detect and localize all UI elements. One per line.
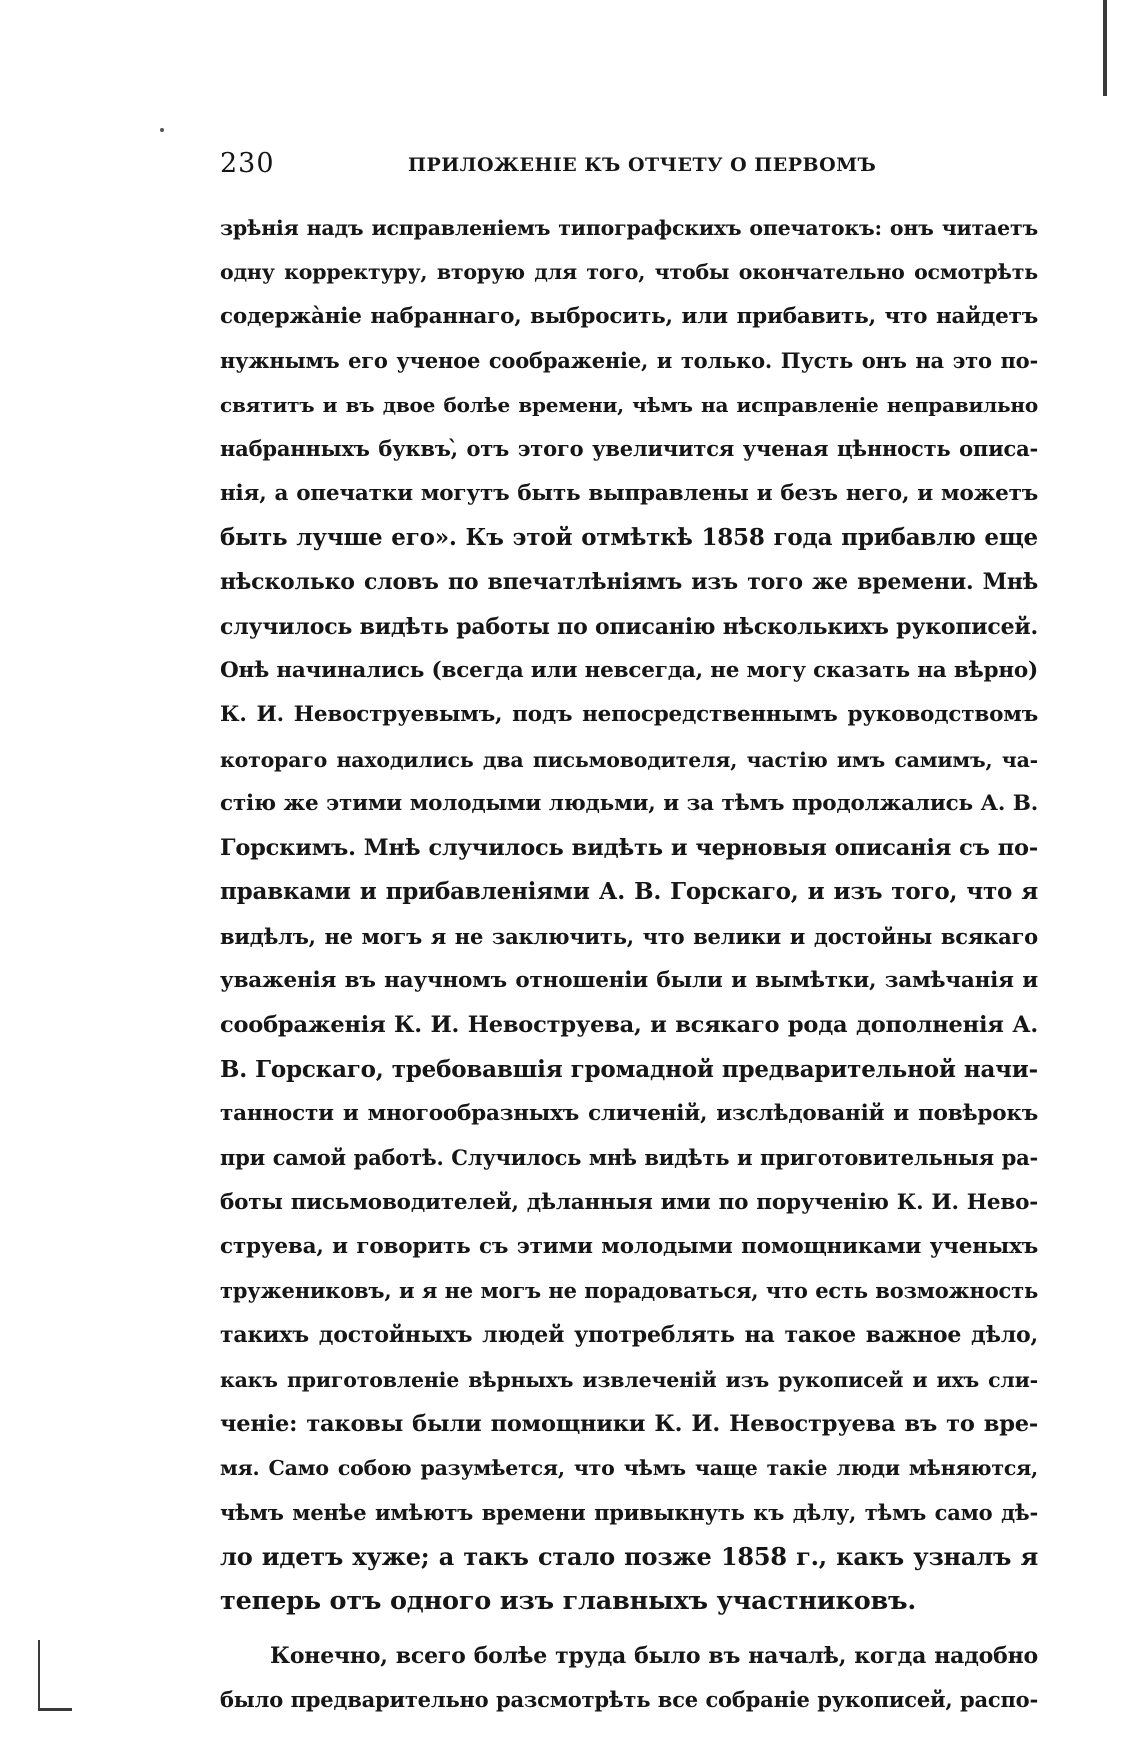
page-header xyxy=(220,148,1040,188)
text-line: зрѣнія надъ исправленіемъ типографскихъ опечатокъ: онъ читаетъ xyxy=(220,216,1038,240)
paragraph xyxy=(220,1634,1038,1723)
text-line: уваженія въ научномъ отношеніи были и вымѣтки, замѣчанія и xyxy=(220,968,1038,994)
text-line: одну корректуру, вторую для того, чтобы окончательно осмотрѣть xyxy=(220,260,1038,285)
page-edge-left xyxy=(38,1640,40,1710)
text-line: струева, и говорить съ этими молодыми помощниками ученыхъ xyxy=(220,1233,1038,1259)
text-line: К. И. Невоструевымъ, подъ непосредственнымъ руководствомъ xyxy=(220,702,1038,728)
text-line: нія, а опечатки могутъ быть выправлены и безъ него, и можетъ xyxy=(220,480,1038,506)
body-text xyxy=(220,206,1038,1722)
text-line: правками и прибавленіями А. В. Горскаго, и изъ того, что я xyxy=(220,878,1038,906)
page-number: 230 xyxy=(220,148,275,179)
text-line: боты письмоводителей, дѣланныя ими по порученію К. И. Нево- xyxy=(220,1189,1038,1215)
text-line: Конечно, всего болѣе труда было въ началѣ, когда надобно xyxy=(270,1642,1038,1669)
text-line: тружениковъ, и я не могъ не порадоваться, что есть возможность xyxy=(220,1278,1038,1304)
text-line: В. Горскаго, требовавшія громадной предварительной начи- xyxy=(220,1055,1038,1083)
ink-speck xyxy=(160,128,164,132)
text-line: какъ приготовленіе вѣрныхъ извлеченій изъ рукописей и ихъ сли- xyxy=(220,1367,1038,1392)
text-line: Горскимъ. Мнѣ случилось видѣть и черновыя описанія съ по- xyxy=(220,835,1038,862)
text-line: чѣмъ менѣе имѣютъ времени привыкнуть къ дѣлу, тѣмъ само дѣ- xyxy=(220,1499,1038,1525)
running-title: ПРИЛОЖЕНІЕ КЪ ОТЧЕТУ О ПЕРВОМЪ xyxy=(408,154,877,176)
paragraph-gap xyxy=(220,1624,1038,1634)
page-edge-left-foot xyxy=(38,1708,72,1711)
text-line: ченіе: таковы были помощники К. И. Невоструева въ то вре- xyxy=(220,1411,1038,1438)
text-line: котораго находились два письмоводителя, частію имъ самимъ, ча- xyxy=(220,747,1038,772)
text-line: при самой работѣ. Случилось мнѣ видѣть и приготовительныя ра- xyxy=(220,1145,1038,1171)
text-line: стію же этими молодыми людьми, и за тѣмъ продолжались А. В. xyxy=(220,790,1038,816)
text-line: содержа̀ніе набраннаго, выбросить, или прибавить, что найдетъ xyxy=(220,303,1038,329)
page-edge-right xyxy=(1103,0,1107,96)
text-line: соображенія К. И. Невоструева, и всякаго рода дополненія А. xyxy=(220,1012,1038,1039)
paragraph xyxy=(220,206,1038,1624)
text-line: Онѣ начинались (всегда или невсегда, не могу сказать на вѣрно) xyxy=(220,657,1038,683)
text-line: видѣлъ, не могъ я не заключить, что велики и достойны всякаго xyxy=(220,923,1038,949)
text-line: набранныхъ буквъ,̀ отъ этого увеличится ученая цѣнность описа- xyxy=(220,436,1038,462)
text-line: мя. Само собою разумѣется, что чѣмъ чаще такіе люди мѣняются, xyxy=(220,1456,1038,1481)
text-line: случилось видѣть работы по описанію нѣсколькихъ рукописей. xyxy=(220,613,1038,640)
text-line: было предварительно разсмотрѣть все собраніе рукописей, распо- xyxy=(220,1686,1038,1712)
text-line: быть лучше его». Къ этой отмѣткѣ 1858 года прибавлю еще xyxy=(220,524,1038,552)
text-line: теперь отъ одного изъ главныхъ участниковъ. xyxy=(220,1586,917,1617)
text-line: танности и многообразныхъ сличеній, изслѣдованій и повѣрокъ xyxy=(220,1100,1038,1126)
text-line: нужнымъ его ученое соображеніе, и только. Пусть онъ на это по- xyxy=(220,347,1038,373)
text-line: ло идетъ хуже; а такъ стало позже 1858 г., какъ узналъ я xyxy=(220,1541,1038,1571)
text-line: святитъ и въ двое болѣе времени, чѣмъ на исправленіе неправильно xyxy=(220,393,1038,418)
text-line: такихъ достойныхъ людей употреблять на такое важное дѣло, xyxy=(220,1322,1038,1349)
text-line: нѣсколько словъ по впечатлѣніямъ изъ того же времени. Мнѣ xyxy=(220,569,1038,596)
